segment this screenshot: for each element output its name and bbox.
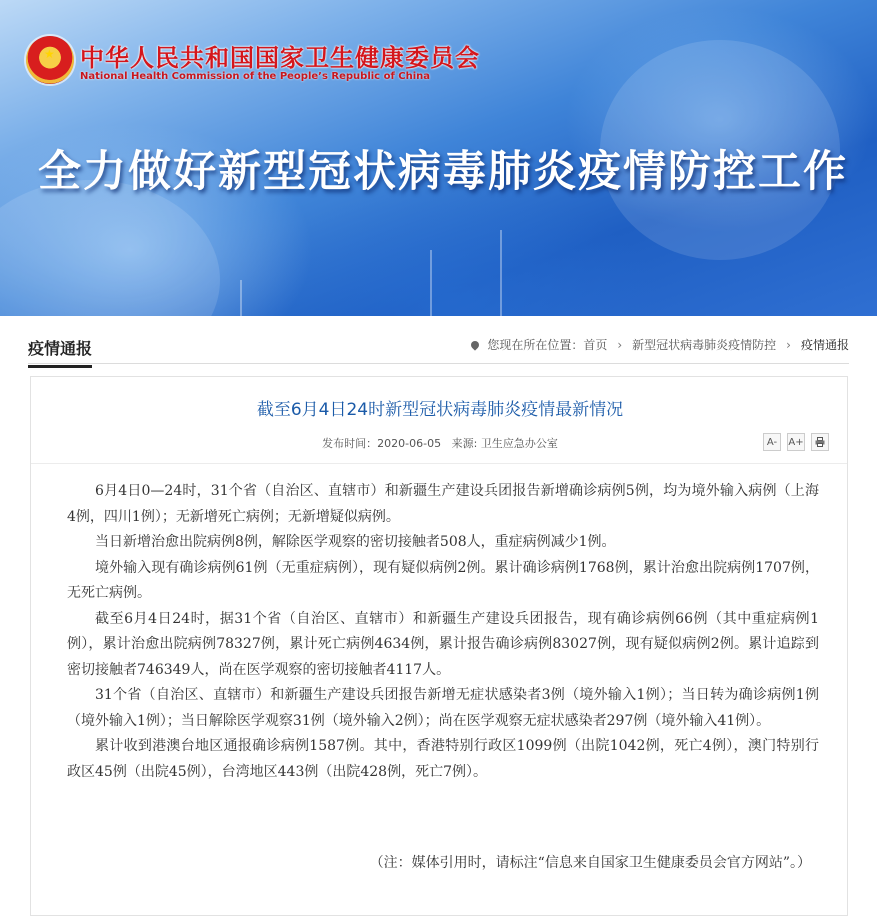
emblem-star-icon: ★ bbox=[44, 47, 55, 61]
publish-date: 2020-06-05 bbox=[377, 437, 442, 450]
location-pin-icon bbox=[470, 339, 481, 350]
chevron-right-icon: › bbox=[617, 337, 623, 352]
header-banner bbox=[0, 0, 877, 316]
article-tools bbox=[763, 433, 829, 451]
article-body bbox=[67, 479, 819, 785]
section-divider bbox=[28, 363, 849, 364]
org-name-cn[interactable]: 中华人民共和国国家卫生健康委员会 bbox=[80, 44, 480, 72]
breadcrumb-home-link[interactable]: 首页 bbox=[583, 338, 608, 352]
breadcrumb-current-link[interactable]: 疫情通报 bbox=[800, 338, 849, 352]
article-paragraph: 31个省（自治区、直辖市）和新疆生产建设兵团报告新增无症状感染者3例（境外输入1例）；当日转为确诊病例1例（境外输入1例）；当日解除医学观察31例（境外输入2例）；尚在医学观察无症状感染者297例（境外输入41例）。 bbox=[67, 687, 819, 729]
article-divider bbox=[31, 463, 847, 464]
article-paragraph: 累计收到港澳台地区通报确诊病例1587例。其中，香港特别行政区1099例（出院1042例，死亡4例），澳门特别行政区45例（出院45例），台湾地区443例（出院428例，死亡7例）。 bbox=[67, 738, 819, 780]
article-paragraph: 境外输入现有确诊病例61例（无重症病例），现有疑似病例2例。累计确诊病例1768例，累计治愈出院病例1707例，无死亡病例。 bbox=[67, 559, 819, 601]
source-label: 来源: bbox=[451, 437, 478, 450]
article-meta bbox=[31, 435, 849, 451]
section-title: 疫情通报 bbox=[28, 336, 92, 368]
banner-decoration bbox=[0, 180, 220, 316]
banner-decoration bbox=[240, 280, 242, 316]
article-title: 截至6月4日24时新型冠状病毒肺炎疫情最新情况 bbox=[256, 400, 624, 420]
breadcrumb-topic-link[interactable]: 新型冠状病毒肺炎疫情防控 bbox=[632, 338, 777, 352]
font-increase-button[interactable]: A+ bbox=[787, 433, 805, 451]
banner-decoration bbox=[500, 230, 502, 316]
chevron-right-icon: › bbox=[786, 337, 791, 352]
breadcrumb-prefix: 您现在所在位置： bbox=[487, 338, 584, 352]
article-paragraph: 截至6月4日24时，据31个省（自治区、直辖市）和新疆生产建设兵团报告，现有确诊病例66例（其中重症病例1例），累计治愈出院病例78327例，累计死亡病例4634例，累计报告确诊病例83027例，现有疑似病例2例。累计追踪到密切接触者746349人，尚在医学观察的密切接触者4117人。 bbox=[67, 610, 819, 678]
org-name-en: National Health Commission of the People’s Republic of China bbox=[80, 71, 431, 82]
source-value: 卫生应急办公室 bbox=[480, 437, 558, 450]
banner-slogan: 全力做好新型冠状病毒肺炎疫情防控工作 bbox=[38, 147, 848, 197]
banner-decoration bbox=[430, 250, 432, 316]
print-icon bbox=[815, 437, 825, 447]
article-paragraph: 6月4日0—24时，31个省（自治区、直辖市）和新疆生产建设兵团报告新增确诊病例5例，均为境外输入病例（上海4例，四川1例）；无新增死亡病例；无新增疑似病例。 bbox=[67, 483, 819, 525]
article-container bbox=[30, 376, 848, 916]
citation-note: （注：媒体引用时，请标注“信息来自国家卫生健康委员会官方网站”。） bbox=[369, 855, 811, 871]
breadcrumb bbox=[471, 336, 849, 353]
article-paragraph: 当日新增治愈出院病例8例，解除医学观察的密切接触者508人，重症病例减少1例。 bbox=[95, 534, 616, 550]
date-label: 发布时间： bbox=[322, 437, 378, 450]
print-button[interactable] bbox=[811, 433, 829, 451]
font-decrease-button[interactable]: A- bbox=[763, 433, 781, 451]
